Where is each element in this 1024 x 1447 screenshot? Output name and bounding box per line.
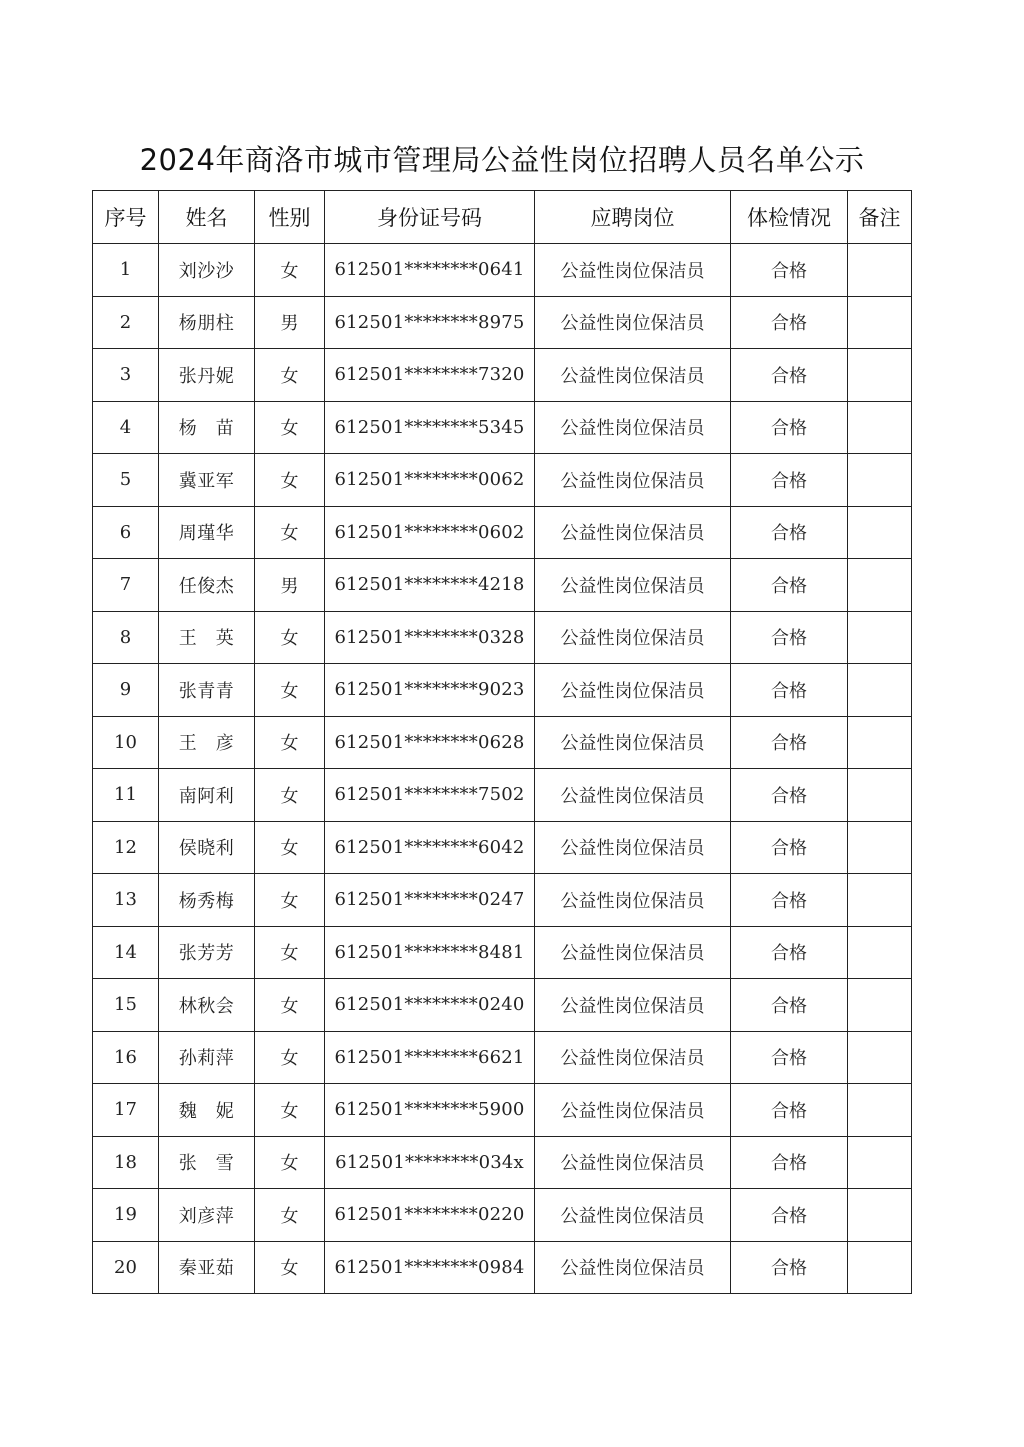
cell-serial-number: 17 — [93, 1084, 159, 1137]
cell-remarks — [848, 821, 912, 874]
cell-serial-number: 13 — [93, 874, 159, 927]
cell-name: 张芳芳 — [159, 926, 255, 979]
cell-serial-number: 14 — [93, 926, 159, 979]
cell-name: 孙莉萍 — [159, 1031, 255, 1084]
cell-gender: 女 — [255, 874, 325, 927]
cell-id-number: 612501********0220 — [325, 1189, 535, 1242]
cell-position: 公益性岗位保洁员 — [535, 401, 731, 454]
cell-gender: 女 — [255, 664, 325, 717]
cell-medical-exam: 合格 — [731, 559, 848, 612]
cell-serial-number: 2 — [93, 296, 159, 349]
cell-serial-number: 8 — [93, 611, 159, 664]
cell-name: 刘彦萍 — [159, 1189, 255, 1242]
cell-position: 公益性岗位保洁员 — [535, 244, 731, 297]
cell-gender: 女 — [255, 401, 325, 454]
table-row — [93, 349, 912, 402]
cell-gender: 女 — [255, 1084, 325, 1137]
cell-medical-exam: 合格 — [731, 349, 848, 402]
cell-medical-exam: 合格 — [731, 821, 848, 874]
table-row — [93, 874, 912, 927]
cell-gender: 女 — [255, 1189, 325, 1242]
cell-serial-number: 4 — [93, 401, 159, 454]
cell-id-number: 612501********0062 — [325, 454, 535, 507]
cell-remarks — [848, 296, 912, 349]
cell-medical-exam: 合格 — [731, 296, 848, 349]
cell-serial-number: 12 — [93, 821, 159, 874]
table-body — [93, 244, 912, 1294]
cell-position: 公益性岗位保洁员 — [535, 926, 731, 979]
cell-name: 周瑾华 — [159, 506, 255, 559]
cell-remarks — [848, 664, 912, 717]
cell-remarks — [848, 244, 912, 297]
cell-remarks — [848, 611, 912, 664]
cell-gender: 女 — [255, 769, 325, 822]
cell-medical-exam: 合格 — [731, 1241, 848, 1294]
table-row — [93, 1031, 912, 1084]
cell-name: 张丹妮 — [159, 349, 255, 402]
cell-name: 冀亚军 — [159, 454, 255, 507]
cell-serial-number: 9 — [93, 664, 159, 717]
cell-name: 侯晓利 — [159, 821, 255, 874]
cell-id-number: 612501********0602 — [325, 506, 535, 559]
cell-name: 杨 苗 — [159, 401, 255, 454]
cell-remarks — [848, 559, 912, 612]
cell-position: 公益性岗位保洁员 — [535, 349, 731, 402]
cell-medical-exam: 合格 — [731, 1189, 848, 1242]
cell-gender: 女 — [255, 716, 325, 769]
cell-id-number: 612501********5345 — [325, 401, 535, 454]
cell-remarks — [848, 1241, 912, 1294]
cell-serial-number: 20 — [93, 1241, 159, 1294]
cell-position: 公益性岗位保洁员 — [535, 979, 731, 1032]
cell-medical-exam: 合格 — [731, 769, 848, 822]
cell-gender: 男 — [255, 296, 325, 349]
cell-medical-exam: 合格 — [731, 454, 848, 507]
cell-medical-exam: 合格 — [731, 716, 848, 769]
table-row — [93, 979, 912, 1032]
cell-gender: 女 — [255, 349, 325, 402]
cell-remarks — [848, 454, 912, 507]
cell-gender: 女 — [255, 1241, 325, 1294]
cell-id-number: 612501********0328 — [325, 611, 535, 664]
table-row — [93, 664, 912, 717]
cell-name: 王 彦 — [159, 716, 255, 769]
table-row — [93, 559, 912, 612]
cell-gender: 女 — [255, 821, 325, 874]
cell-id-number: 612501********4218 — [325, 559, 535, 612]
table-row — [93, 506, 912, 559]
cell-id-number: 612501********5900 — [325, 1084, 535, 1137]
cell-medical-exam: 合格 — [731, 979, 848, 1032]
cell-position: 公益性岗位保洁员 — [535, 1136, 731, 1189]
cell-position: 公益性岗位保洁员 — [535, 1241, 731, 1294]
cell-id-number: 612501********034x — [325, 1136, 535, 1189]
cell-name: 林秋会 — [159, 979, 255, 1032]
cell-id-number: 612501********0984 — [325, 1241, 535, 1294]
cell-remarks — [848, 401, 912, 454]
cell-gender: 女 — [255, 1136, 325, 1189]
cell-id-number: 612501********7320 — [325, 349, 535, 402]
cell-medical-exam: 合格 — [731, 664, 848, 717]
cell-serial-number: 11 — [93, 769, 159, 822]
cell-position: 公益性岗位保洁员 — [535, 506, 731, 559]
cell-id-number: 612501********0240 — [325, 979, 535, 1032]
cell-name: 刘沙沙 — [159, 244, 255, 297]
cell-gender: 女 — [255, 506, 325, 559]
table-row — [93, 821, 912, 874]
cell-remarks — [848, 1136, 912, 1189]
cell-position: 公益性岗位保洁员 — [535, 1084, 731, 1137]
cell-id-number: 612501********0247 — [325, 874, 535, 927]
table-row — [93, 244, 912, 297]
cell-serial-number: 5 — [93, 454, 159, 507]
cell-name: 秦亚茹 — [159, 1241, 255, 1294]
cell-remarks — [848, 926, 912, 979]
cell-gender: 女 — [255, 979, 325, 1032]
header-medical-exam: 体检情况 — [731, 191, 848, 244]
header-remarks: 备注 — [848, 191, 912, 244]
cell-position: 公益性岗位保洁员 — [535, 296, 731, 349]
cell-id-number: 612501********0641 — [325, 244, 535, 297]
cell-serial-number: 6 — [93, 506, 159, 559]
cell-medical-exam: 合格 — [731, 506, 848, 559]
table-row — [93, 454, 912, 507]
cell-name: 魏 妮 — [159, 1084, 255, 1137]
cell-position: 公益性岗位保洁员 — [535, 874, 731, 927]
cell-gender: 女 — [255, 1031, 325, 1084]
cell-gender: 男 — [255, 559, 325, 612]
cell-id-number: 612501********7502 — [325, 769, 535, 822]
cell-name: 王 英 — [159, 611, 255, 664]
cell-position: 公益性岗位保洁员 — [535, 821, 731, 874]
table-row — [93, 1241, 912, 1294]
cell-name: 杨秀梅 — [159, 874, 255, 927]
cell-remarks — [848, 1084, 912, 1137]
page-title: 2024年商洛市城市管理局公益性岗位招聘人员名单公示 — [139, 143, 865, 177]
header-id-number: 身份证号码 — [325, 191, 535, 244]
table-row — [93, 1189, 912, 1242]
cell-remarks — [848, 1189, 912, 1242]
table-row — [93, 769, 912, 822]
cell-position: 公益性岗位保洁员 — [535, 1031, 731, 1084]
cell-medical-exam: 合格 — [731, 244, 848, 297]
cell-gender: 女 — [255, 454, 325, 507]
cell-remarks — [848, 716, 912, 769]
table-row — [93, 1084, 912, 1137]
cell-gender: 女 — [255, 611, 325, 664]
cell-serial-number: 7 — [93, 559, 159, 612]
cell-name: 南阿利 — [159, 769, 255, 822]
cell-name: 杨朋柱 — [159, 296, 255, 349]
cell-remarks — [848, 874, 912, 927]
table-row — [93, 611, 912, 664]
cell-id-number: 612501********8481 — [325, 926, 535, 979]
header-gender: 性别 — [255, 191, 325, 244]
header-position: 应聘岗位 — [535, 191, 731, 244]
cell-medical-exam: 合格 — [731, 1084, 848, 1137]
cell-serial-number: 10 — [93, 716, 159, 769]
cell-medical-exam: 合格 — [731, 1136, 848, 1189]
cell-id-number: 612501********0628 — [325, 716, 535, 769]
cell-position: 公益性岗位保洁员 — [535, 1189, 731, 1242]
cell-remarks — [848, 506, 912, 559]
cell-id-number: 612501********6621 — [325, 1031, 535, 1084]
cell-name: 张 雪 — [159, 1136, 255, 1189]
table-row — [93, 401, 912, 454]
cell-position: 公益性岗位保洁员 — [535, 559, 731, 612]
table-row — [93, 1136, 912, 1189]
table-row — [93, 296, 912, 349]
cell-serial-number: 1 — [93, 244, 159, 297]
cell-medical-exam: 合格 — [731, 874, 848, 927]
cell-position: 公益性岗位保洁员 — [535, 454, 731, 507]
cell-position: 公益性岗位保洁员 — [535, 716, 731, 769]
cell-gender: 女 — [255, 244, 325, 297]
table-row — [93, 716, 912, 769]
cell-remarks — [848, 349, 912, 402]
cell-serial-number: 16 — [93, 1031, 159, 1084]
cell-id-number: 612501********9023 — [325, 664, 535, 717]
cell-remarks — [848, 769, 912, 822]
cell-serial-number: 3 — [93, 349, 159, 402]
cell-name: 任俊杰 — [159, 559, 255, 612]
cell-serial-number: 19 — [93, 1189, 159, 1242]
cell-position: 公益性岗位保洁员 — [535, 611, 731, 664]
cell-remarks — [848, 979, 912, 1032]
cell-medical-exam: 合格 — [731, 1031, 848, 1084]
cell-id-number: 612501********8975 — [325, 296, 535, 349]
cell-serial-number: 18 — [93, 1136, 159, 1189]
table-row — [93, 926, 912, 979]
cell-position: 公益性岗位保洁员 — [535, 664, 731, 717]
cell-medical-exam: 合格 — [731, 611, 848, 664]
cell-gender: 女 — [255, 926, 325, 979]
cell-position: 公益性岗位保洁员 — [535, 769, 731, 822]
cell-serial-number: 15 — [93, 979, 159, 1032]
table-header-row — [93, 191, 912, 244]
cell-name: 张青青 — [159, 664, 255, 717]
cell-medical-exam: 合格 — [731, 401, 848, 454]
header-serial-number: 序号 — [93, 191, 159, 244]
cell-medical-exam: 合格 — [731, 926, 848, 979]
cell-id-number: 612501********6042 — [325, 821, 535, 874]
recruitment-roster-table — [92, 190, 912, 1294]
header-name: 姓名 — [159, 191, 255, 244]
cell-remarks — [848, 1031, 912, 1084]
